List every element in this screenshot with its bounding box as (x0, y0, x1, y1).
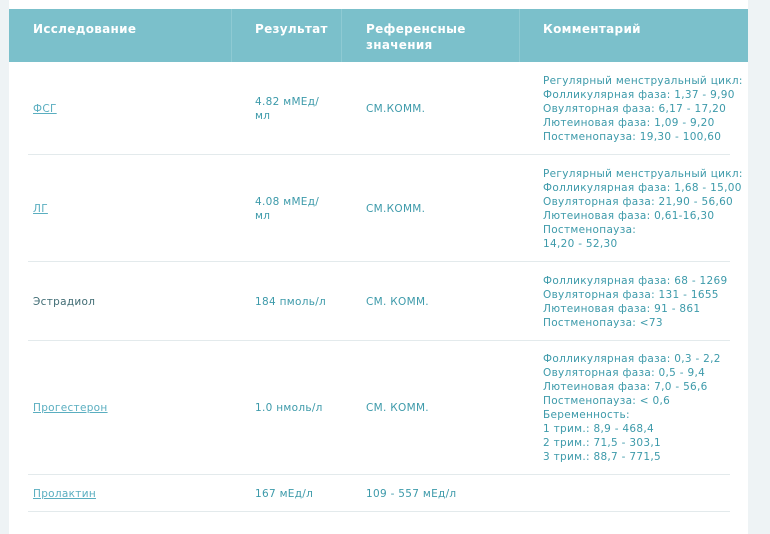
row-divider (28, 511, 730, 512)
header-test: Исследование (33, 22, 137, 36)
result-value: 184 пмоль/л (255, 295, 327, 308)
comment-text: Фолликулярная фаза: 68 - 1269 Овуляторная фаза: 131 - 1655 Лютеиновая фаза: 91 - 861 Постменопауза: <73 (543, 274, 728, 329)
table-row (9, 475, 748, 512)
comment-text: Фолликулярная фаза: 0,3 - 2,2 Овуляторная фаза: 0,5 - 9,4 Лютеиновая фаза: 7,0 - 56,6 Постменопауза: < 0,6 Беременность: 1 трим.: 8,9 - 468,4 2 трим.: 71,5 - 303,1 3 трим.: 88,7 - 771,5 (543, 353, 721, 463)
test-name-estradiol: Эстрадиол (33, 295, 96, 308)
test-name-cell (33, 155, 243, 262)
comment-text: Регулярный менструальный цикл: Фолликулярная фаза: 1,68 - 15,00 Овуляторная фаза: 21,90 - 56,60 Лютеиновая фаза: 0,61-16,30 Постменопауза: 14,20 - 52,30 (543, 167, 743, 250)
result-value: 1.0 нмоль/л (255, 402, 323, 414)
test-link-prolactin[interactable]: Пролактин (33, 487, 96, 500)
test-link-fsh[interactable]: ФСГ (33, 102, 57, 115)
header-divider (341, 9, 342, 62)
result-value: 4.82 мМЕд/ мл (255, 95, 320, 122)
table-row (9, 262, 748, 341)
table-header (9, 9, 748, 62)
result-value: 4.08 мМЕд/ мл (255, 195, 320, 222)
test-name-cell (33, 62, 243, 155)
test-link-lh[interactable]: ЛГ (33, 202, 48, 215)
reference-value: СМ.КОММ. (366, 202, 426, 215)
reference-value: 109 - 557 мЕд/л (366, 487, 457, 500)
header-comment: Комментарий (543, 22, 641, 36)
reference-value: СМ.КОММ. (366, 102, 426, 115)
reference-value: СМ. КОММ. (366, 402, 429, 414)
reference-value: СМ. КОММ. (366, 295, 429, 308)
header-divider (519, 9, 520, 62)
comment-text: Регулярный менструальный цикл: Фолликулярная фаза: 1,37 - 9,90 Овуляторная фаза: 6,17 - 17,20 Лютеиновая фаза: 1,09 - 9,20 Постменопауза: 19,30 - 100,60 (543, 74, 743, 143)
test-name-cell (33, 475, 243, 512)
header-reference: Референсные значения (366, 22, 466, 52)
table-row (9, 155, 748, 262)
test-link-progesterone[interactable]: Прогестерон (33, 402, 108, 414)
header-divider (231, 9, 232, 62)
test-name-cell (33, 341, 243, 475)
table-row (9, 62, 748, 155)
test-name-cell (33, 262, 243, 341)
header-result: Результат (255, 22, 328, 36)
comment-text (543, 475, 743, 512)
table-row (9, 341, 748, 475)
result-value: 167 мЕд/л (255, 487, 314, 500)
